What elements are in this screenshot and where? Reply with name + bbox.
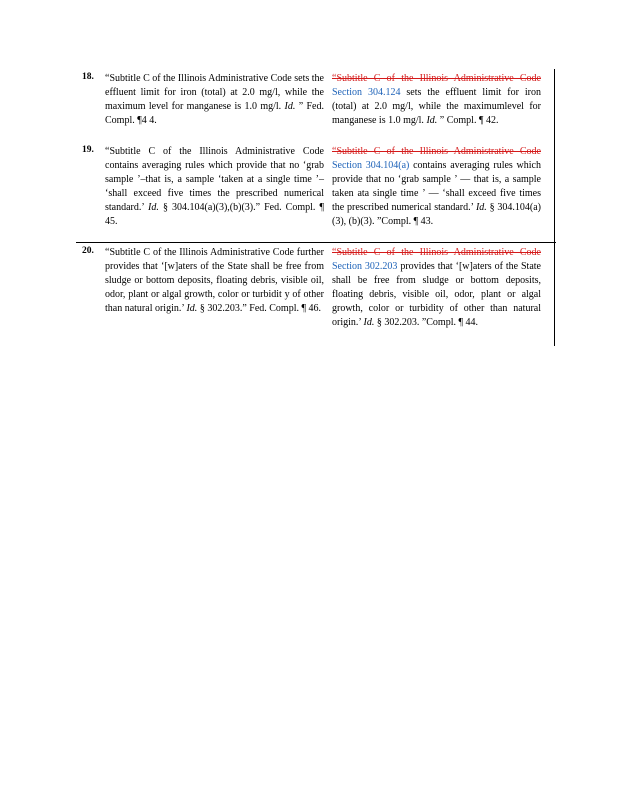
original-text: “Subtitle C of the Illinois Administrative Code contains averaging rules which provide that no ‘grab sample ’–that is, a sample ‘taken at a single time ’– ‘shall exceed five times the prescribed numerical standard.’ [105, 146, 324, 214]
original-text-cell [105, 246, 324, 316]
inserted-text: Section 304.124 [332, 87, 401, 99]
original-text: “Subtitle C of the Illinois Administrative Code sets the effluent limit for iron (total) at 2.0 mg/l, while the maximum level for manganese is 1.0 mg/l. [105, 73, 324, 113]
citation-id: Id. [426, 115, 438, 127]
original-text: “Subtitle C of the Illinois Administrative Code further provides that ‘[w]aters of the State shall be free from sludge or bottom deposits, floating debris, visible oil, odor, plant or algal growth, color or turbidit y of other than natural origin.’ [105, 247, 324, 315]
revised-text-end: § 304.104(a)(3), (b)(3). ”Compl. ¶ 43. [332, 202, 541, 228]
revised-text-cell [332, 72, 541, 128]
deleted-text: Subtitle C of the Illinois Administrative Code [336, 146, 541, 157]
inserted-text: Section 304.104(a) [332, 160, 410, 172]
comparison-table [76, 69, 556, 346]
revised-text: contains averaging rules which provide that no ‘grab sample ’ — that is, a sample taken ata single time ’ — ‘shall exceed five times the prescribed numerical standard.’ [332, 160, 541, 214]
citation-id: Id. [363, 317, 375, 329]
deleted-text: Subtitle C of the Illinois Administrative Code [336, 247, 541, 258]
original-text-end: § 304.104(a)(3),(b)(3).” Fed. Compl. ¶ 45. [105, 202, 325, 228]
deleted-text: Subtitle C of the Illinois Administrative Code [336, 73, 541, 84]
revised-text-end: § 302.203. ”Compl. ¶ 44. [374, 317, 479, 329]
citation-id: Id. [284, 101, 296, 113]
revised-text: provides that ‘[w]aters of the State shall be free from sludge or bottom deposits, floating debris, visible oil, odor, plant or algal growth, color or turbidity of other than natural origin.’ [332, 261, 541, 329]
revised-text-cell [332, 145, 541, 230]
opening-quote: “ [332, 146, 337, 157]
row-number: 19. [82, 145, 94, 155]
table-row [76, 69, 556, 142]
revised-text: sets the effluent limit for iron (total) at 2.0 mg/l, while the maximumlevel for manganese is 1.0 mg/l. [332, 87, 541, 127]
citation-id: Id. [186, 303, 198, 315]
original-text-cell [105, 145, 324, 230]
row-number: 20. [82, 246, 94, 256]
citation-id: Id. [148, 202, 159, 214]
table-row [76, 242, 556, 346]
row-number: 18. [82, 72, 94, 82]
opening-quote: “ [332, 73, 337, 84]
original-text-end: § 302.203.” Fed. Compl. ¶ 46. [197, 303, 322, 315]
original-text-cell [105, 72, 324, 128]
citation-id: Id. [475, 202, 487, 214]
revised-text-cell [332, 246, 541, 331]
table-row [76, 142, 556, 242]
opening-quote: “ [332, 247, 337, 258]
original-text-end: ” Fed. Compl. ¶4 4. [105, 101, 324, 127]
inserted-text: Section 302.203 [332, 261, 398, 273]
revised-text-end: ” Compl. ¶ 42. [437, 115, 499, 127]
